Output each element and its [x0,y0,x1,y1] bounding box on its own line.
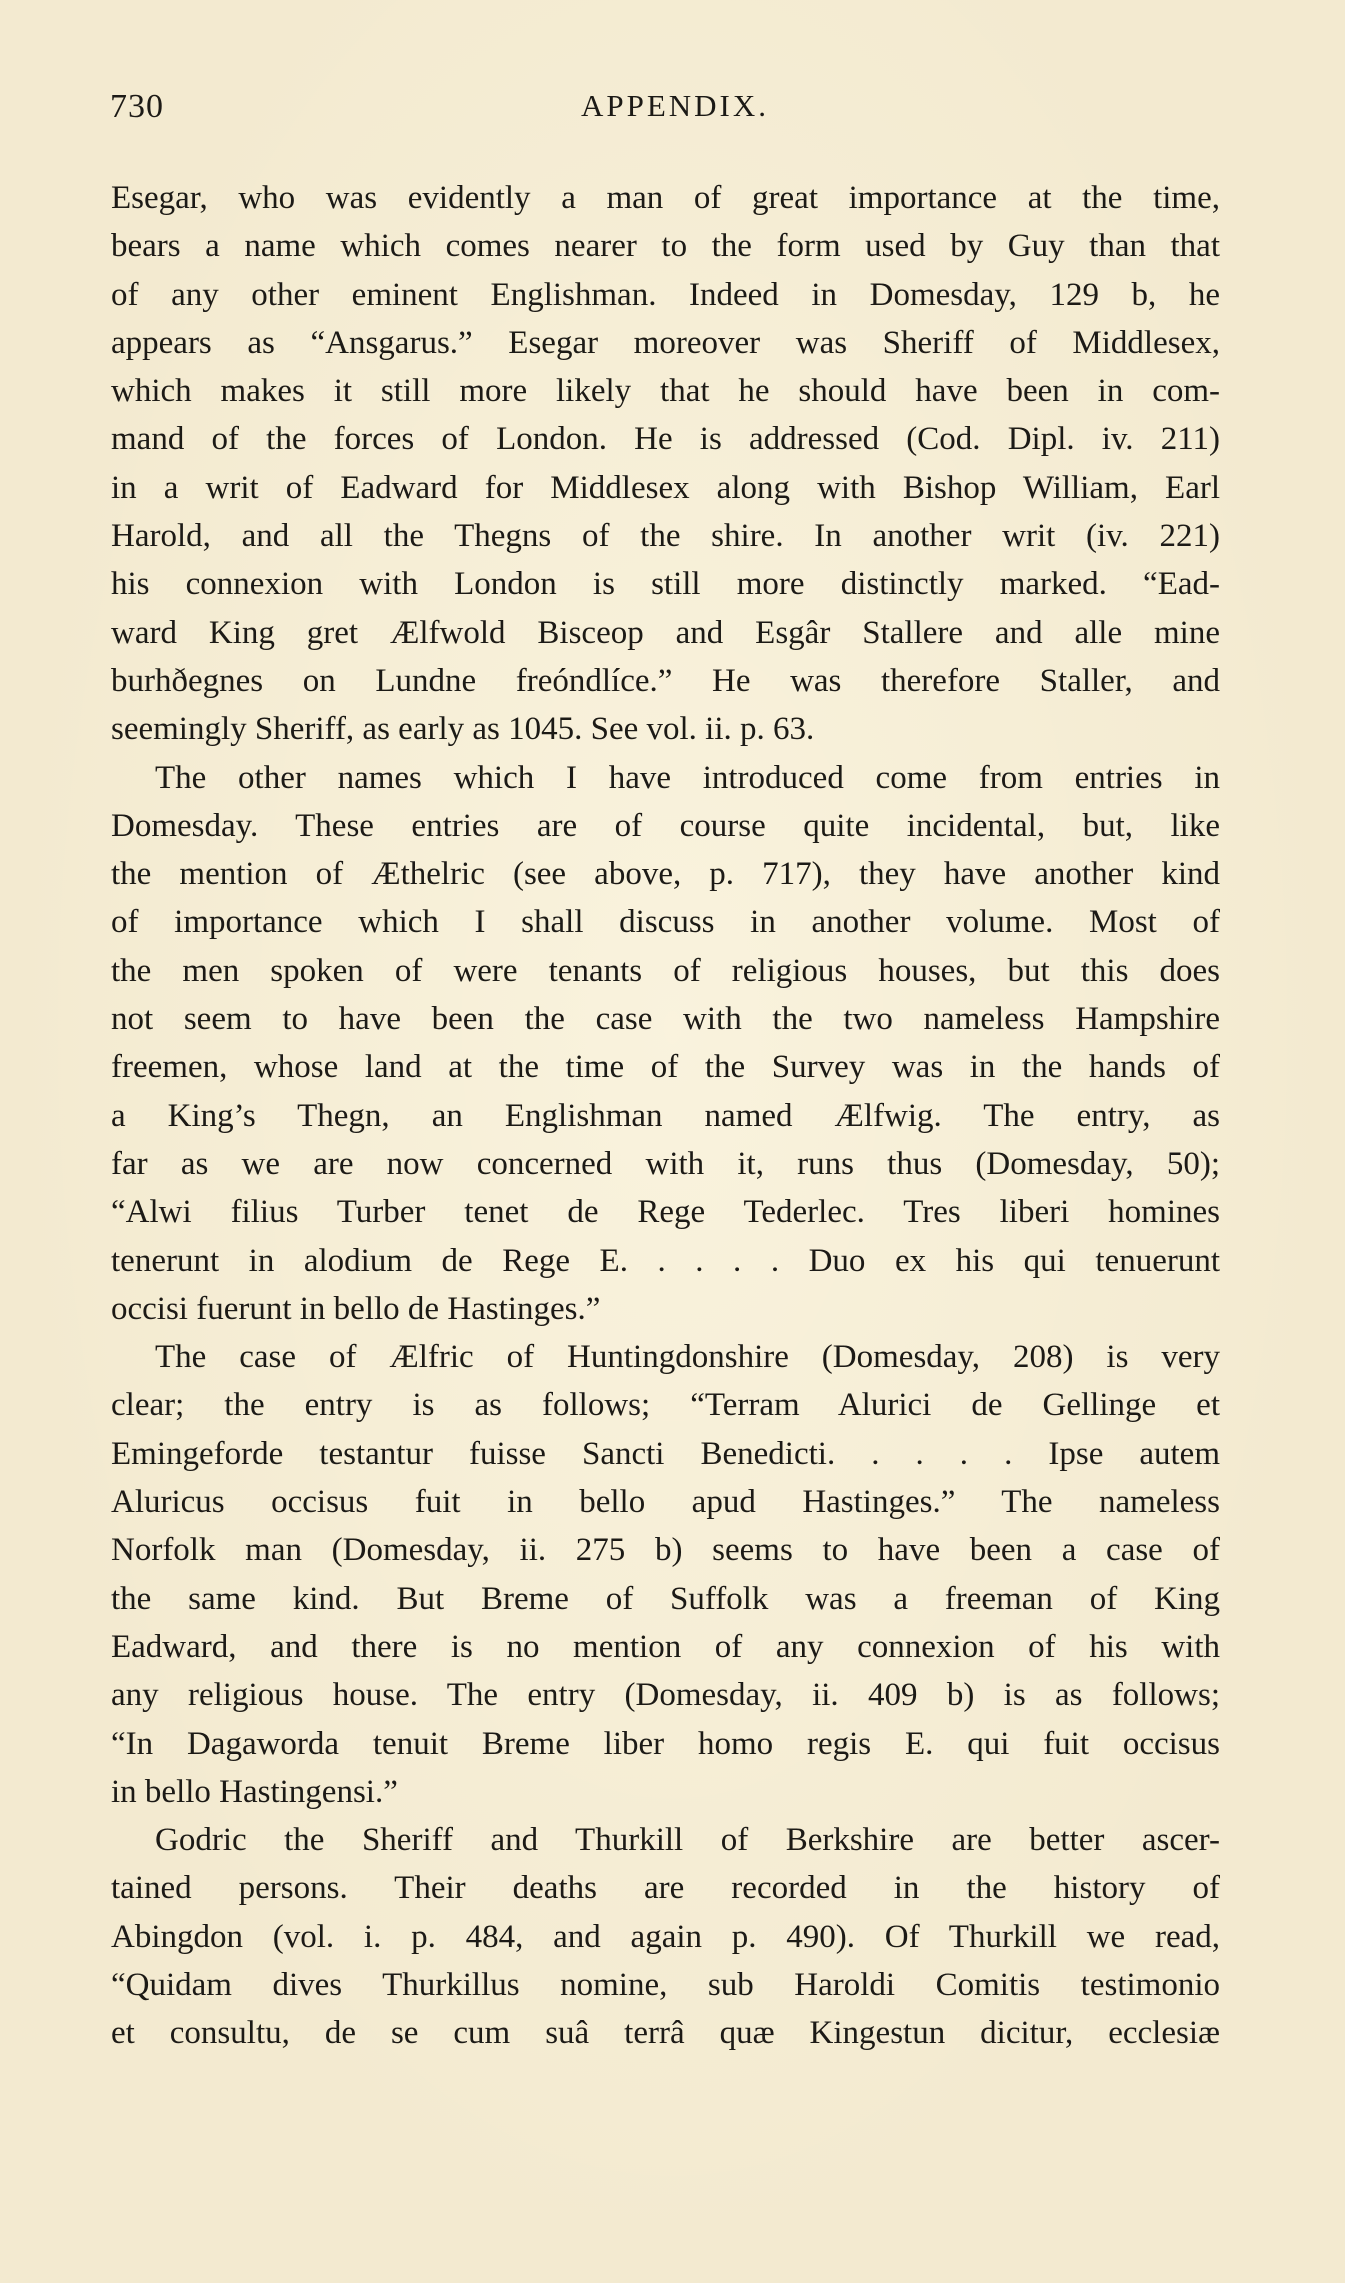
text-line: tained persons. Their deaths are recorded in the history of [111,1870,1220,1907]
text-line: “Alwi filius Turber tenet de Rege Tederlec. Tres liberi homines [111,1194,1220,1231]
text-line: his connexion with London is still more distinctly marked. “Ead- [111,566,1220,603]
text-line: of importance which I shall discuss in another volume. Most of [111,904,1220,941]
text-line: The other names which I have introduced come from entries in [155,759,1220,796]
text-line: any religious house. The entry (Domesday, ii. 409 b) is as follows; [111,1677,1220,1714]
page-number: 730 [110,88,164,125]
text-line: “Quidam dives Thurkillus nomine, sub Haroldi Comitis testimonio [111,1966,1220,2003]
text-line: tenerunt in alodium de Rege E. . . . . Duo ex his qui tenuerunt [111,1242,1220,1279]
text-line: mand of the forces of London. He is addressed (Cod. Dipl. iv. 211) [111,421,1220,458]
text-line: clear; the entry is as follows; “Terram Alurici de Gellinge et [111,1387,1220,1424]
text-line: “In Dagaworda tenuit Breme liber homo regis E. qui fuit occisus [111,1725,1220,1762]
text-line: freemen, whose land at the time of the Survey was in the hands of [111,1049,1220,1086]
text-line: Eadward, and there is no mention of any connexion of his with [111,1628,1220,1665]
running-title: APPENDIX. [580,88,770,123]
text-line: a King’s Thegn, an Englishman named Ælfwig. The entry, as [111,1097,1220,1134]
text-line: in a writ of Eadward for Middlesex along with Bishop William, Earl [111,469,1220,506]
text-line: occisi fuerunt in bello de Hastinges.” [111,1290,601,1327]
text-line: Godric the Sheriff and Thurkill of Berkshire are better ascer- [155,1822,1220,1859]
text-line: not seem to have been the case with the two nameless Hampshire [111,1001,1220,1038]
text-line: Harold, and all the Thegns of the shire. In another writ (iv. 221) [111,518,1220,555]
text-line: Norfolk man (Domesday, ii. 275 b) seems to have been a case of [111,1532,1220,1569]
text-line: appears as “Ansgarus.” Esegar moreover was Sheriff of Middlesex, [111,324,1220,361]
text-line: far as we are now concerned with it, runs thus (Domesday, 50); [111,1145,1220,1182]
text-line: which makes it still more likely that he should have been in com- [111,373,1220,410]
text-line: burhðegnes on Lundne freóndlíce.” He was therefore Staller, and [111,662,1220,699]
text-line: Domesday. These entries are of course quite incidental, but, like [111,807,1220,844]
text-line: the same kind. But Breme of Suffolk was a freeman of King [111,1580,1220,1617]
text-line: Abingdon (vol. i. p. 484, and again p. 490). Of Thurkill we read, [111,1918,1220,1955]
running-head [110,88,1240,128]
text-line: Aluricus occisus fuit in bello apud Hastinges.” The nameless [111,1484,1220,1521]
text-line: of any other eminent Englishman. Indeed in Domesday, 129 b, he [111,276,1220,313]
text-line: ward King gret Ælfwold Bisceop and Esgâr Stallere and alle mine [111,614,1220,651]
text-line: et consultu, de se cum suâ terrâ quæ Kingestun dicitur, ecclesiæ [111,2015,1220,2052]
text-line: The case of Ælfric of Huntingdonshire (Domesday, 208) is very [155,1339,1220,1376]
body-text [111,174,1220,2058]
text-line: Esegar, who was evidently a man of great importance at the time, [111,180,1220,216]
text-line: seemingly Sheriff, as early as 1045. See vol. ii. p. 63. [111,711,815,748]
text-line: Emingeforde testantur fuisse Sancti Benedicti. . . . . Ipse autem [111,1435,1220,1472]
text-line: the men spoken of were tenants of religious houses, but this does [111,952,1220,989]
text-line: in bello Hastingensi.” [111,1773,398,1810]
text-line: bears a name which comes nearer to the form used by Guy than that [111,228,1220,265]
text-line: the mention of Æthelric (see above, p. 717), they have another kind [111,856,1220,893]
